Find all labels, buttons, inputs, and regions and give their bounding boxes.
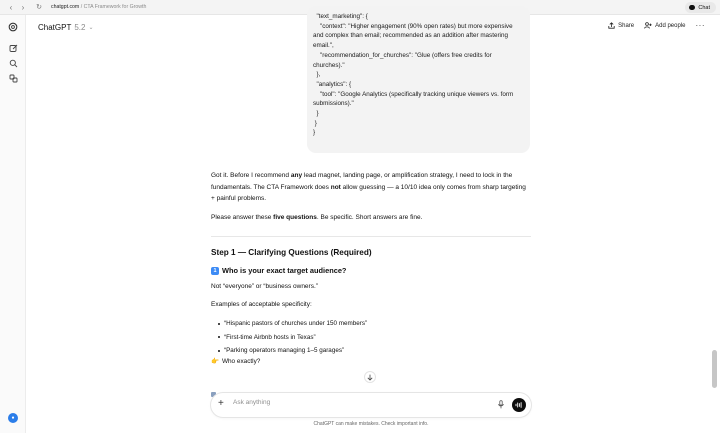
more-options-icon[interactable]: ··· [695, 21, 705, 30]
question-heading [211, 266, 346, 275]
library-icon[interactable] [7, 72, 19, 84]
instruction-text: Please answer these [211, 214, 272, 221]
instruction-bold: five questions [273, 214, 317, 221]
message-input[interactable] [233, 399, 483, 406]
voice-mode-button[interactable] [512, 398, 526, 412]
user-message-bubble [307, 6, 530, 153]
intro-text-1: Got it. Before I recommend [211, 172, 290, 179]
instruction-end: . Be specific. Short answers are fine. [316, 214, 423, 221]
keycap-number-icon: 1 [211, 267, 219, 275]
chat-button[interactable] [685, 2, 716, 13]
header-actions [608, 21, 705, 30]
share-icon [608, 22, 615, 29]
user-avatar[interactable]: ● [8, 413, 18, 423]
scrollbar-thumb[interactable] [712, 350, 717, 388]
microphone-icon[interactable] [497, 399, 505, 410]
arrow-down-icon [367, 374, 373, 381]
assistant-intro-paragraph [211, 170, 531, 205]
share-button[interactable] [608, 22, 634, 29]
add-people-button[interactable] [644, 22, 685, 29]
section-divider [211, 236, 531, 237]
sidebar-rail [0, 15, 26, 433]
composer [211, 393, 531, 417]
chat-bubble-icon [689, 5, 695, 10]
new-chat-icon[interactable] [7, 42, 19, 54]
intro-text-3: allow guessing — a 10/10 idea only comes from sharp targeting + painful problems. [211, 183, 526, 203]
intro-text-2: lead magnet, landing page, or amplification strategy, I need to lock in the fundamentals. The CTA Framework does [211, 172, 513, 191]
forward-arrow-icon[interactable]: › [21, 2, 25, 12]
url-domain: chatgpt.com [51, 4, 80, 10]
user-message-code: "text_marketing": { "context": "Higher engagement (90% open rates) but more expensive and complex than email; recommended as an addition after mastering email.", "recommendation_for_churches": "Glue (offers free credits for churches)." }, "analytics": { "tool": "Google Analytics (specifically tracking unique viewers vs. form submissions)." } } } [313, 13, 514, 137]
question-prompt-text: Who exactly? [221, 357, 261, 365]
examples-list [218, 317, 367, 358]
search-icon[interactable] [7, 57, 19, 69]
model-name: ChatGPT [38, 22, 72, 32]
disclaimer-text: ChatGPT can make mistakes. Check important info. [313, 421, 429, 427]
add-person-icon [644, 22, 652, 29]
scroll-to-bottom-button[interactable] [364, 371, 376, 383]
model-selector[interactable] [38, 23, 94, 32]
share-label: Share [618, 22, 635, 29]
intro-bold-1: any [290, 172, 303, 179]
waveform-icon [515, 402, 523, 408]
url-separator: / [79, 4, 84, 10]
assistant-instruction-paragraph [211, 212, 531, 224]
address-bar[interactable] [51, 4, 146, 10]
step-heading: Step 1 — Clarifying Questions (Required) [211, 248, 372, 257]
examples-label: Examples of acceptable specificity: [211, 301, 312, 308]
model-version: 5.2 [74, 22, 86, 32]
intro-bold-2: not [330, 183, 341, 191]
plus-icon[interactable]: + [218, 398, 224, 409]
openai-logo-icon[interactable] [7, 21, 19, 33]
list-item: “Parking operators managing 1–5 garages” [218, 344, 367, 358]
question-not-line: Not “everyone” or “business owners.” [211, 283, 318, 290]
reload-icon[interactable]: ↻ [36, 4, 42, 11]
back-arrow-icon[interactable]: ‹ [9, 2, 13, 12]
question-prompt [211, 357, 260, 365]
question-title: Who is your exact target audience? [222, 266, 347, 275]
chat-button-label: Chat [698, 4, 710, 11]
url-page-title: CTA Framework for Growth [83, 4, 147, 10]
pointing-hand-icon: 👉 [211, 358, 219, 365]
chevron-down-icon: ⌄ [88, 24, 94, 31]
list-item: “First-time Airbnb hosts in Texas” [218, 331, 367, 345]
add-people-label: Add people [655, 22, 686, 29]
list-item: “Hispanic pastors of churches under 150 members” [218, 317, 367, 331]
scrollbar[interactable] [712, 40, 717, 420]
